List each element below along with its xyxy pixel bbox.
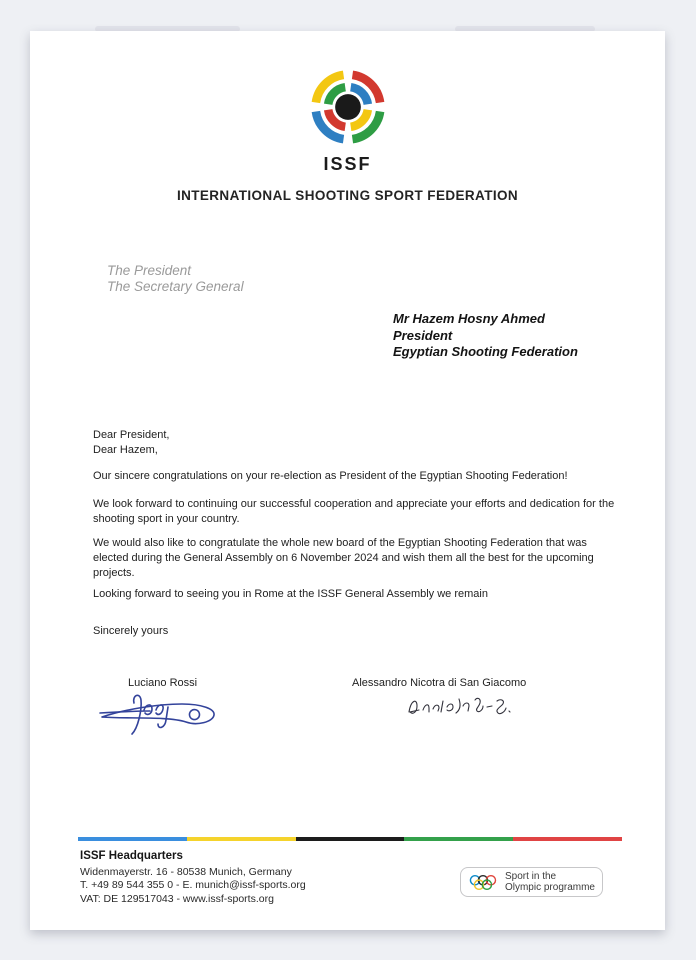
footer-address-line: Widenmayerstr. 16 - 80538 Munich, Germany — [80, 865, 292, 878]
issf-logo — [30, 67, 665, 175]
bar-segment-red — [513, 837, 622, 841]
footer-color-bar — [78, 837, 622, 841]
paragraph-text: We would also like to congratulate the whole new board of the Egyptian Shooting Federation that was elected during the General Assembly on 6 November 2024 and wish them all the best for the upcoming projects. — [93, 537, 594, 579]
recipient-name: Mr Hazem Hosny Ahmed — [393, 311, 545, 326]
signature-strokes — [100, 695, 214, 734]
sender-block — [107, 263, 244, 295]
olympic-rings-icon — [468, 872, 498, 893]
paragraph-rome-assembly — [93, 587, 620, 602]
issf-target-icon — [308, 67, 388, 147]
recipient-organization: Egyptian Shooting Federation — [393, 344, 578, 359]
footer-contact-line: T. +49 89 544 355 0 - E. munich@issf-sports.org — [80, 879, 306, 891]
bar-segment-green — [404, 837, 513, 841]
bar-segment-black — [296, 837, 405, 841]
logo-wordmark: ISSF — [323, 154, 372, 174]
paragraph-cooperation — [93, 497, 620, 527]
recipient-title: President — [393, 327, 453, 343]
bar-segment-blue — [78, 837, 187, 841]
signature-strokes — [409, 698, 510, 713]
salutation-line-1: Dear President, — [93, 429, 170, 441]
paragraph-text: Looking forward to seeing you in Rome at the ISSF General Assembly we remain — [93, 588, 488, 600]
salutation — [93, 428, 620, 458]
footer-heading: ISSF Headquarters — [80, 850, 183, 862]
sender-line-president: The President — [107, 263, 192, 278]
signature-alessandro-nicotra — [405, 694, 515, 720]
letter-page — [30, 31, 665, 930]
closing: Sincerely yours — [93, 625, 169, 637]
paragraph-text: Our sincere congratulations on your re-election as President of the Egyptian Shooting Federation! — [93, 470, 568, 482]
badge-line-1: Sport in the — [504, 871, 557, 882]
signature-luciano-rossi — [98, 686, 228, 741]
logo-bullseye — [335, 94, 361, 120]
sender-line-secretary-general: The Secretary General — [107, 279, 244, 294]
bar-segment-yellow — [187, 837, 296, 841]
olympic-programme-badge — [460, 867, 603, 897]
organization-title: INTERNATIONAL SHOOTING SPORT FEDERATION — [176, 188, 519, 203]
salutation-line-2: Dear Hazem, — [93, 444, 158, 456]
badge-text — [505, 871, 595, 893]
signatory-name-alessandro-nicotra: Alessandro Nicotra di San Giacomo — [352, 677, 527, 689]
paragraph-text: We look forward to continuing our successful cooperation and appreciate your efforts and dedication for the shooting sport in your country. — [93, 498, 615, 525]
footer-vat-line: VAT: DE 129517043 - www.issf-sports.org — [80, 892, 274, 905]
paragraph-new-board — [93, 536, 620, 581]
paragraph-congratulations — [93, 469, 620, 484]
signatory-name-luciano-rossi: Luciano Rossi — [128, 677, 198, 689]
badge-line-2: Olympic programme — [504, 882, 595, 893]
footer-address-block — [80, 850, 306, 906]
recipient-block — [393, 311, 578, 361]
